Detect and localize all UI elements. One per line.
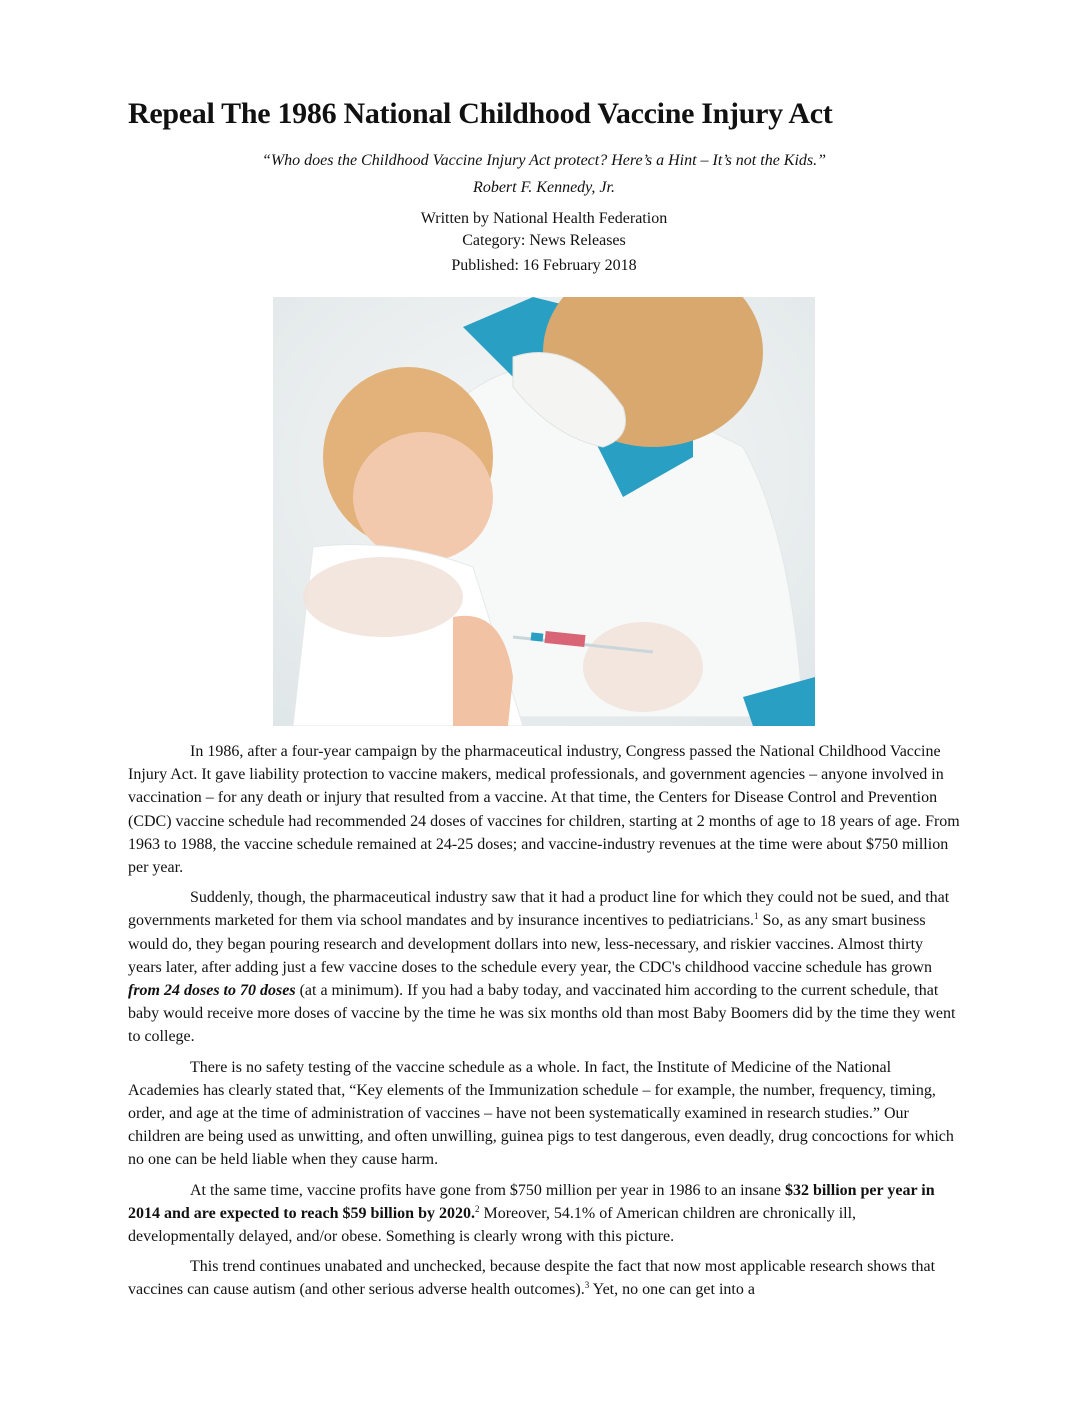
vaccination-illustration: [273, 297, 815, 726]
paragraph-3: There is no safety testing of the vaccine schedule as a whole. In fact, the Institute of Medicine of the National Academies has clearly stated that, “Key elements of the Immunization schedule – for example, the number, frequency, timing, order, and age at the time of administration of vaccines – have not been systematically examined in research studies.” Our children are being used as unwitting, and often unwilling, guinea pigs to test dangerous, even deadly, drug concoctions for which no one can be held liable when they cause harm.: [128, 1058, 954, 1169]
published-date: Published: 16 February 2018: [451, 257, 637, 274]
epigraph-quote: “Who does the Childhood Vaccine Injury Act protect? Here’s a Hint – It’s not the Kids.”: [261, 152, 827, 169]
paragraph-4-text-a: At the same time, vaccine profits have gone from $750 million per year in 1986 to an insane: [190, 1181, 785, 1199]
syringe-hub: [531, 632, 544, 641]
emphasis-doses: from 24 doses to 70 doses: [128, 982, 296, 1000]
paragraph-5-text-a: This trend continues unabated and unchecked, because despite the fact that now most applicable research shows that vaccines can cause autism (and other serious adverse health outcomes).: [128, 1258, 936, 1299]
article-body: [128, 740, 960, 1309]
paragraph-4: [128, 1179, 960, 1249]
quote-author: Robert F. Kennedy, Jr.: [473, 179, 615, 196]
paragraph-5: [128, 1255, 960, 1301]
article-title: Repeal The 1986 National Childhood Vaccine Injury Act: [128, 97, 833, 130]
paragraph-4-text-b: Moreover, 54.1% of American children are chronically ill, developmentally delayed, and/or obese. Something is clearly wrong with this picture.: [128, 1204, 857, 1246]
emphasis-profits: $32 billion per year in 2014 and are expected to reach $59 billion by 2020.: [128, 1181, 935, 1222]
paragraph-2-text-c: (at a minimum). If you had a baby today, and vaccinated him according to the current schedule, that baby would receive more doses of vaccine by the time he was six months old than most Baby Boomers did by the time they went to college.: [128, 982, 956, 1046]
footnote-ref-2[interactable]: 2: [474, 1203, 480, 1214]
gloved-hand-left: [303, 557, 463, 637]
paragraph-2: [128, 886, 960, 1048]
byline: Written by National Health Federation: [420, 210, 668, 227]
footnote-ref-3[interactable]: 3: [584, 1280, 590, 1291]
paragraph-2-text-b: So, as any smart business would do, they began pouring research and development dollars into new, less-necessary, and riskier vaccines. Almost thirty years later, after adding just a few vaccine doses to the schedule every year, the CDC's childhood vaccine schedule has grown: [128, 912, 932, 976]
article-photo: [273, 297, 815, 726]
category: Category: News Releases: [462, 232, 626, 249]
paragraph-2-text-a: Suddenly, though, the pharmaceutical industry saw that it had a product line for which they could not be sued, and that governments marketed for them via school mandates and by insurance incentives to pediatricians.: [128, 889, 950, 930]
paragraph-1: In 1986, after a four-year campaign by the pharmaceutical industry, Congress passed the National Childhood Vaccine Injury Act. It gave liability protection to vaccine makers, medical professionals, and government agencies – anyone involved in vaccination – for any death or injury that resulted from a vaccine. At that time, the Centers for Disease Control and Prevention (CDC) vaccine schedule had recommended 24 doses of vaccines for children, starting at 2 months of age to 18 years of age. From 1963 to 1988, the vaccine schedule remained at 24-25 doses; and vaccine-industry revenues at the time were about $750 million per year.: [128, 743, 960, 877]
gloved-hand-right: [583, 622, 703, 712]
footnote-ref-1[interactable]: 1: [754, 911, 759, 922]
baby-face: [353, 432, 493, 562]
paragraph-5-text-b: Yet, no one can get into a: [589, 1281, 755, 1299]
